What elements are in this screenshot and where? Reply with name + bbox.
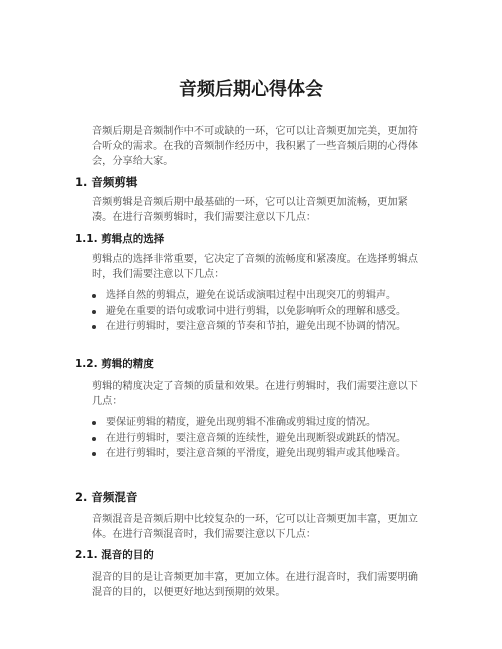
list-item — [92, 431, 432, 447]
subsection-2-1-paragraph: 混音的目的是让音频更加丰富，更加立体。在进行混音时，我们需要明确混音的目的，以便更好地达到预期的效果。 — [92, 572, 418, 598]
subsection-1-2-heading: 1.2. 剪辑的精度 — [75, 358, 154, 370]
list-item-text: 在进行剪辑时，要注意音频的平滑度，避免出现剪辑声或其他噪音。 — [106, 448, 406, 459]
section-1-heading: 1. 音频剪辑 — [75, 175, 138, 189]
list-item-text: 在进行剪辑时，要注意音频的连续性，避免出现断裂或跳跃的情况。 — [106, 432, 406, 444]
subsection-1-1-paragraph: 剪辑点的选择非常重要，它决定了音频的流畅度和紧凑度。在选择剪辑点时，我们需要注意以下几点： — [92, 254, 418, 280]
bullet-icon — [92, 310, 96, 314]
intro-paragraph: 音频后期是音频制作中不可或缺的一环，它可以让音频更加完美，更加符合听众的需求。在我的音频制作经历中，我积累了一些音频后期的心得体会，分享给大家。 — [92, 126, 418, 167]
list-item — [92, 415, 432, 431]
bullet-icon — [92, 325, 96, 329]
subsection-1-2-list — [92, 415, 432, 462]
section-1-paragraph: 音频剪辑是音频后期中最基础的一环，它可以让音频更加流畅，更加紧凑。在进行音频剪辑时，我们需要注意以下几点： — [92, 197, 408, 223]
list-item — [92, 288, 432, 304]
subsection-2-1-heading: 2.1. 混音的目的 — [75, 549, 154, 561]
subsection-1-1-heading: 1.1. 剪辑点的选择 — [75, 233, 165, 245]
list-item-text: 选择自然的剪辑点，避免在说话或演唱过程中出现突兀的剪辑声。 — [106, 290, 396, 301]
list-item — [92, 446, 432, 462]
list-item — [92, 319, 432, 335]
list-item-text: 避免在重要的语句或歌词中进行剪辑，以免影响听众的理解和感受。 — [106, 305, 406, 317]
bullet-icon — [92, 294, 96, 298]
section-2-heading: 2. 音频混音 — [75, 490, 138, 504]
bullet-icon — [92, 421, 96, 425]
section-2-paragraph: 音频混音是音频后期中比较复杂的一环，它可以让音频更加丰富，更加立体。在进行音频混音时，我们需要注意以下几点： — [92, 514, 418, 540]
bullet-icon — [92, 437, 96, 441]
bullet-icon — [92, 452, 96, 456]
list-item — [92, 304, 432, 320]
document-title: 音频后期心得体会 — [179, 79, 323, 100]
subsection-1-1-list — [92, 288, 432, 335]
subsection-1-2-paragraph: 剪辑的精度决定了音频的质量和效果。在进行剪辑时，我们需要注意以下几点： — [92, 381, 418, 407]
list-item-text: 在进行剪辑时，要注意音频的节奏和节拍，避免出现不协调的情况。 — [106, 321, 406, 332]
list-item-text: 要保证剪辑的精度，避免出现剪辑不准确或剪辑过度的情况。 — [106, 417, 376, 428]
